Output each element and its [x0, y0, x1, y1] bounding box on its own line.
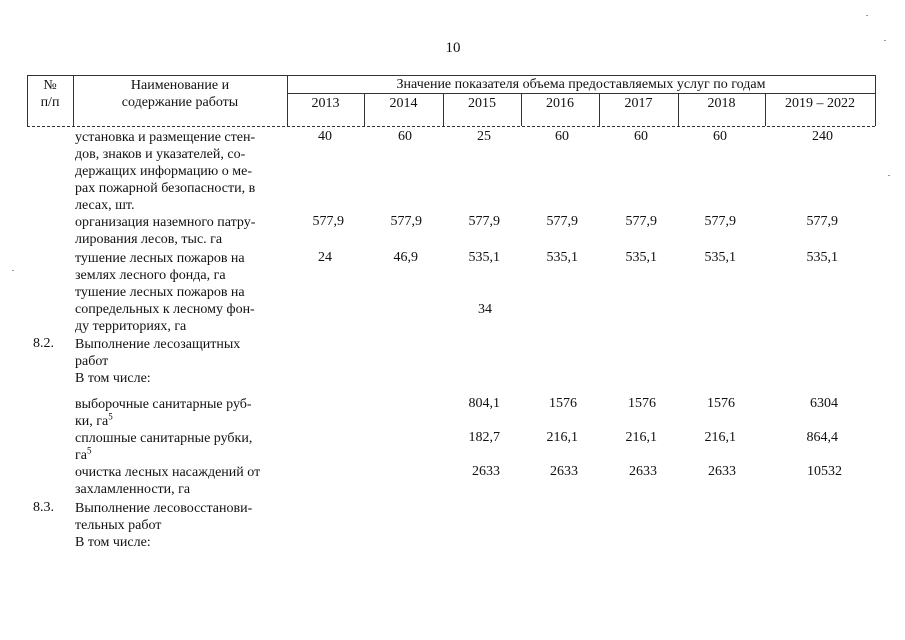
value-2019-2022: 6304	[810, 396, 838, 411]
row-description	[75, 250, 287, 284]
header-vline	[875, 75, 876, 126]
value-2016: 577,9	[546, 214, 578, 229]
value-2019-2022: 577,9	[806, 214, 838, 229]
text-line: лесах, шт.	[75, 198, 135, 213]
text-line	[75, 413, 287, 430]
header-year-2017: 2017	[624, 96, 653, 111]
header-values-title: Значение показателя объема предоставляемых услуг по годам	[396, 77, 766, 92]
scan-speck	[12, 270, 14, 271]
header-num-line2: п/п	[40, 95, 60, 110]
text-line: организация наземного патру-	[75, 215, 256, 230]
value-2016: 60	[555, 129, 569, 144]
value-2015: 182,7	[468, 430, 500, 445]
row-description	[75, 396, 287, 430]
value-2018: 1576	[707, 396, 735, 411]
text-line: В том числе:	[75, 371, 151, 386]
header-year-2018: 2018	[707, 96, 736, 111]
text-line: га	[75, 448, 87, 463]
value-2018: 535,1	[704, 250, 736, 265]
section-title	[75, 500, 287, 551]
text-line: сопредельных к лесному фон-	[75, 302, 255, 317]
value-2015: 34	[478, 302, 492, 317]
scan-speck	[884, 40, 886, 41]
value-2018: 60	[713, 129, 727, 144]
header-year-2016: 2016	[546, 96, 574, 111]
text-line: очистка лесных насаждений от	[75, 465, 261, 480]
text-line: ки, га	[75, 414, 109, 429]
section-number: 8.2.	[33, 336, 54, 351]
value-2013: 40	[318, 129, 332, 144]
section-number: 8.3.	[33, 500, 54, 515]
value-2016: 2633	[550, 464, 578, 479]
value-2013: 24	[318, 250, 332, 265]
text-line: Выполнение лесовосстанови-	[75, 501, 253, 516]
value-2018: 216,1	[704, 430, 736, 445]
value-2014: 60	[398, 129, 412, 144]
header-year-2019-2022: 2019 – 2022	[785, 96, 855, 111]
scan-speck	[888, 175, 890, 176]
value-2015: 25	[477, 129, 491, 144]
text-line: работ	[75, 354, 109, 369]
value-2017: 216,1	[625, 430, 657, 445]
value-2015: 804,1	[468, 396, 500, 411]
value-2017: 2633	[629, 464, 657, 479]
footnote-mark: 5	[86, 445, 92, 456]
text-line: сплошные санитарные рубки,	[75, 431, 253, 446]
value-2017: 60	[634, 129, 648, 144]
text-line: тельных работ	[75, 518, 162, 533]
value-2019-2022: 864,4	[806, 430, 838, 445]
row-description	[75, 464, 287, 498]
scan-speck	[866, 15, 868, 16]
row-description	[75, 129, 287, 214]
value-2018: 577,9	[704, 214, 736, 229]
section-title	[75, 336, 287, 387]
header-num-line1: №	[43, 78, 57, 93]
value-2014: 46,9	[393, 250, 418, 265]
text-line: землях лесного фонда, га	[75, 268, 226, 283]
value-2017: 577,9	[625, 214, 657, 229]
value-2019-2022: 240	[812, 129, 833, 144]
text-line: выборочные санитарные руб-	[75, 397, 252, 412]
text-line: держащих информацию о ме-	[75, 164, 252, 179]
row-description	[75, 214, 287, 248]
header-bottom-border	[27, 126, 875, 127]
text-line: тушение лесных пожаров на	[75, 251, 245, 266]
header-mid-border	[287, 93, 875, 94]
footnote-mark: 5	[108, 411, 113, 422]
page-number: 10	[445, 40, 461, 56]
value-2018: 2633	[708, 464, 736, 479]
text-line	[75, 447, 287, 464]
text-line: лирования лесов, тыс. га	[75, 232, 223, 247]
value-2014: 577,9	[390, 214, 422, 229]
header-year-2015: 2015	[468, 96, 496, 111]
text-line: дов, знаков и указателей, со-	[75, 147, 246, 162]
header-year-2013: 2013	[311, 96, 340, 111]
text-line: В том числе:	[75, 535, 151, 550]
text-line: тушение лесных пожаров на	[75, 285, 245, 300]
text-line: установка и размещение стен-	[75, 130, 256, 145]
value-2017: 535,1	[625, 250, 657, 265]
value-2019-2022: 535,1	[806, 250, 838, 265]
text-line: ду территориях, га	[75, 319, 187, 334]
value-2013: 577,9	[312, 214, 344, 229]
value-2015: 2633	[472, 464, 500, 479]
value-2019-2022: 10532	[807, 464, 842, 479]
header-year-2014: 2014	[389, 96, 418, 111]
row-description	[75, 430, 287, 464]
header-name-line2: содержание работы	[121, 95, 239, 110]
text-line: Выполнение лесозащитных	[75, 337, 241, 352]
value-2015: 535,1	[468, 250, 500, 265]
header-name-line1: Наименование и	[130, 78, 230, 93]
value-2016: 216,1	[546, 430, 578, 445]
row-description	[75, 284, 287, 335]
header-top-border	[27, 75, 875, 76]
value-2016: 535,1	[546, 250, 578, 265]
value-2015: 577,9	[468, 214, 500, 229]
value-2017: 1576	[628, 396, 656, 411]
value-2016: 1576	[549, 396, 577, 411]
text-line: рах пожарной безопасности, в	[75, 181, 256, 196]
text-line: захламленности, га	[75, 482, 191, 497]
